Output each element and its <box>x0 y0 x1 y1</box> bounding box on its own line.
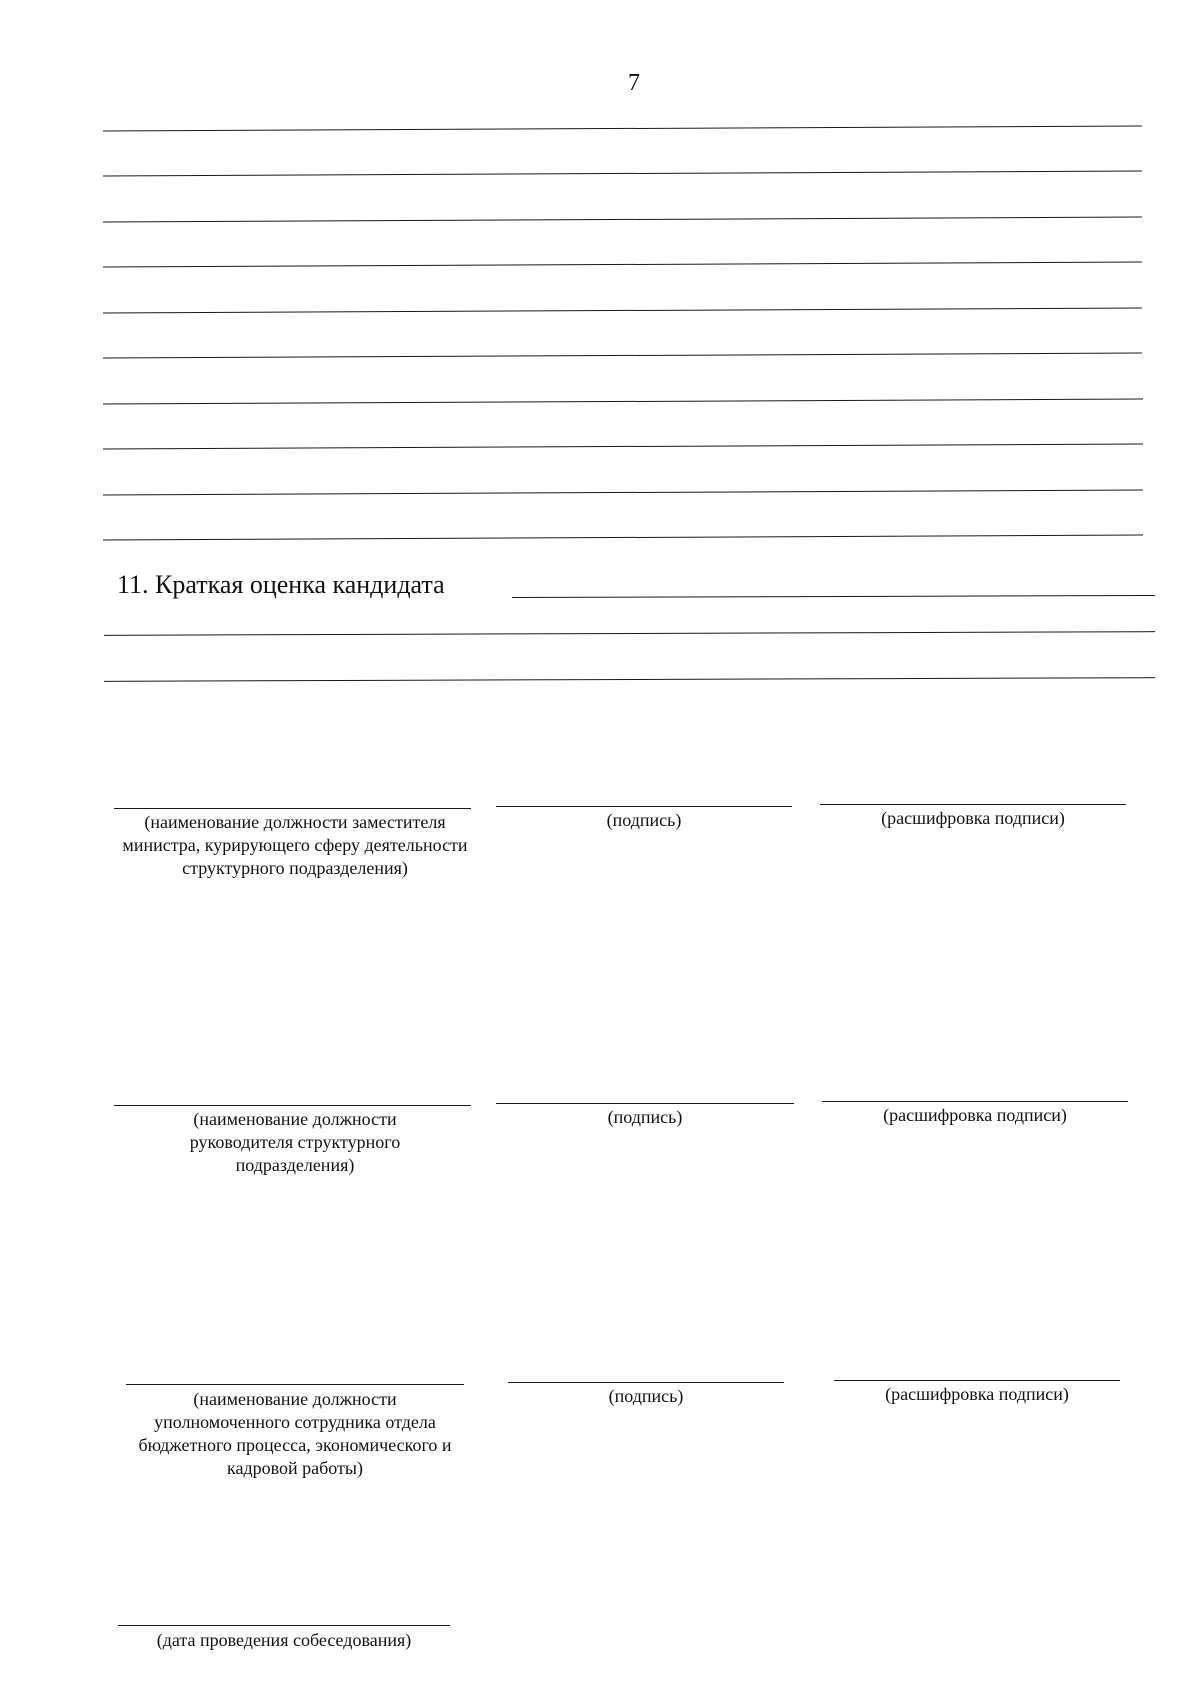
answer-line <box>103 489 1143 495</box>
signature-decoding-line <box>834 1380 1120 1381</box>
answer-line <box>103 170 1142 176</box>
interview-date-caption: (дата проведения собеседования) <box>156 1630 412 1650</box>
section-11-heading: 11. Краткая оценка кандидата <box>117 570 445 599</box>
signature-caption: (подпись) <box>607 1107 683 1127</box>
signature-decoding-line <box>822 1101 1128 1102</box>
signature-decoding-caption: (расшифровка подписи) <box>885 1384 1069 1404</box>
evaluation-line <box>104 631 1155 636</box>
answer-line <box>103 534 1143 540</box>
signature-line <box>508 1382 784 1383</box>
position-caption: (наименование должности уполномоченного сотрудника отдела бюджетного процесса, экономического и кадровой работы) <box>138 1389 452 1478</box>
signature-caption: (подпись) <box>606 810 682 830</box>
signature-decoding-caption: (расшифровка подписи) <box>883 1105 1067 1125</box>
evaluation-line <box>512 595 1155 598</box>
position-line <box>114 1105 471 1106</box>
page-number: 7 <box>628 70 640 96</box>
position-line <box>114 808 471 809</box>
signature-line <box>496 806 792 807</box>
position-caption: (наименование должности заместителя министра, курирующего сферу деятельности структурного подразделения) <box>122 812 468 878</box>
answer-line <box>103 443 1143 449</box>
signature-line <box>496 1103 794 1104</box>
answer-line <box>103 352 1142 358</box>
position-line <box>126 1384 464 1385</box>
interview-date-line <box>118 1625 450 1626</box>
answer-line <box>103 307 1142 313</box>
answer-line <box>103 261 1142 267</box>
position-caption: (наименование должности руководителя структурного подразделения) <box>189 1109 401 1175</box>
answer-line <box>103 125 1142 131</box>
signature-decoding-line <box>820 804 1126 805</box>
signature-decoding-caption: (расшифровка подписи) <box>881 808 1065 828</box>
signature-caption: (подпись) <box>608 1386 684 1406</box>
evaluation-line <box>104 677 1155 682</box>
answer-line <box>103 398 1143 404</box>
answer-line <box>103 216 1142 222</box>
